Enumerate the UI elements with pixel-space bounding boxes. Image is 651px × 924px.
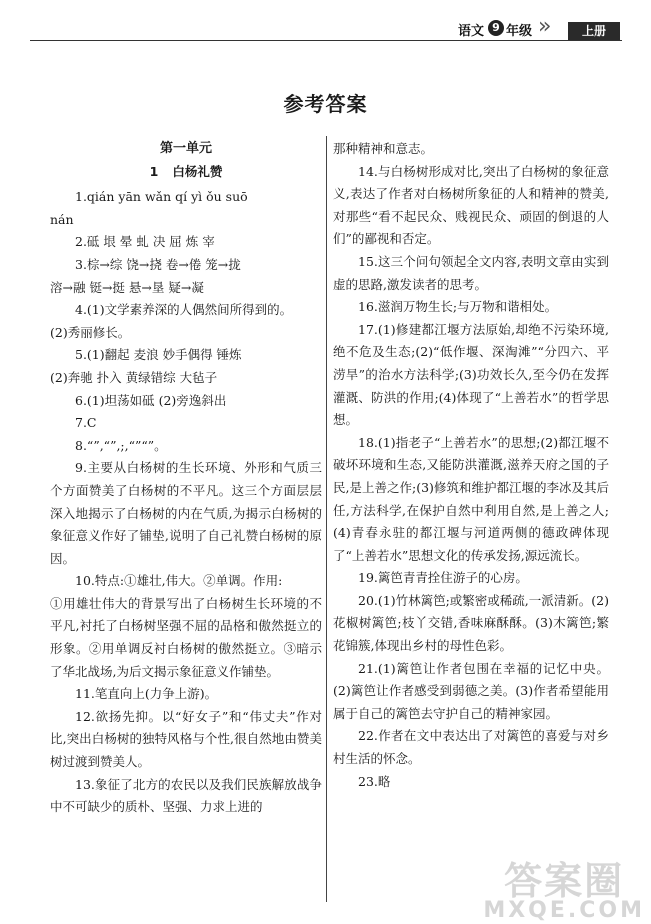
lesson-number: 1 [149,163,159,179]
answer-item: 22.作者在文中表达出了对篱笆的喜爱与对乡村生活的怀念。 [333,728,609,767]
answer-item: 那种精神和意志。 [333,141,434,156]
answer-item: 14.与白杨树形成对比,突出了白杨树的象征意义,表达了作者对白杨树所象征的人和精神的赞美,对那些“看不起民众、贱视民众、顽固的倒退的人们”的鄙视和否定。 [333,163,609,247]
answer-item: (2)秀丽修长。 [50,324,131,340]
answer-item: 12.欲扬先抑。以“好女子”和“伟丈夫”作对比,突出白杨树的独特风格与个性,很自然地由赞美树过渡到赞美人。 [50,708,322,770]
answer-item: 20.(1)竹林篱笆;或繁密或稀疏,一派清新。(2)花椒树篱笆;枝丫交错,香味麻酥酥。(3)木篱笆;繁花锦簇,体现出乡村的母性色彩。 [333,592,609,654]
left-column [50,138,322,819]
page-title: 参考答案 [283,92,368,116]
lesson-title: 白杨礼赞 [172,163,223,179]
answer-item: 19.篱笆青青拴住游子的心房。 [358,570,528,586]
lesson-heading [50,161,322,184]
header-rule [30,40,622,41]
answer-item: 4.(1)文学素养深的人偶然间所得到的。 [75,302,293,318]
answer-item: 21.(1)篱笆让作者包围在幸福的记忆中央。(2)篱笆让作者感受到弱德之美。(3)作者希望能用属于自己的篱笆去守护自己的精神家园。 [333,660,609,721]
answer-item: 11.笔直向上(力争上游)。 [75,686,218,702]
header-grade-badge: 9 [488,20,504,36]
header-volume-badge: 上册 [568,22,620,40]
column-divider [326,136,327,902]
answer-item: 5.(1)翻起 麦浪 妙手偶得 锤炼 [75,347,242,363]
chevron-right-icon: » [538,14,546,39]
right-column [333,138,609,793]
watermark-bottom: MXQE.COM [483,898,645,923]
answer-item: 9.主要从白杨树的生长环境、外形和气质三个方面赞美了白杨树的不平凡。这三个方面层层深入地揭示了白杨树的内在气质,为揭示白杨树的象征意义作好了铺垫,说明了自己礼赞白杨树的原因。 [50,460,322,566]
answer-item: ①用雄壮伟大的背景写出了白杨树生长环境的不平凡,衬托了白杨树坚强不屈的品格和傲然挺立的形象。②用单调反衬白杨树的傲然挺立。③暗示了华北战场,为后文揭示象征意义作铺垫。 [50,595,322,679]
answer-item: 溶→融 铤→挺 悬→垦 疑→凝 [50,279,204,295]
answer-item: 2.砥 垠 晕 虬 决 屈 炼 宰 [75,234,215,250]
answer-item: 18.(1)指老子“上善若水”的思想;(2)都江堰不破坏环境和生态,又能防洪灌溉,滋养天府之国的子民,是上善之作;(3)修筑和维护都江堰的李冰及其后任,方法科学,在保护自然中利用自然,是上善之人;(4)青春永驻的都江堰与河道两侧的德政碑体现了“上善若水”思想文化的传承发扬,源远流长。 [333,434,609,563]
watermark-top: 答案圈 [504,859,625,903]
answer-item: 17.(1)修建都江堰方法原始,却绝不污染环境,绝不危及生态;(2)“低作堰、深淘滩”“分四六、平涝旱”的治水方法科学;(3)功效长久,至今仍在发挥灌溉、防洪的作用;(4)体现了“上善若水”的哲学思想。 [333,321,609,428]
unit-heading: 第一单元 [159,141,212,156]
answer-item: 3.棕→综 饶→挠 卷→倦 笼→拢 [75,256,241,272]
answer-item: 16.滋润万物生长;与万物和谐相处。 [358,299,558,315]
answer-item: (2)奔驰 扑入 黄绿错综 大毡子 [50,369,218,385]
header-grade-suffix: 年级 [506,24,533,39]
answer-item: 7.C [75,415,97,431]
answer-item: 10.特点:①雄壮,伟大。②单调。作用: [75,573,283,589]
answer-item: 8.“”,“”,;,“”“”。 [75,437,167,453]
answer-item: 1.qián yān wǎn qí yì ǒu suō [75,189,248,205]
answer-item: 6.(1)坦荡如砥 (2)旁逸斜出 [75,392,227,408]
answer-item: 13.象征了北方的农民以及我们民族解放战争中不可缺少的质朴、坚强、力求上进的 [50,776,322,815]
page-header [0,0,651,44]
answer-item: 23.略 [358,773,391,789]
answer-item: 15.这三个问句领起全文内容,表明文章由实到虚的思路,激发读者的思考。 [333,253,609,292]
answer-item: nán [50,211,74,227]
header-subject: 语文 [458,24,485,39]
watermark-logo [483,859,645,923]
